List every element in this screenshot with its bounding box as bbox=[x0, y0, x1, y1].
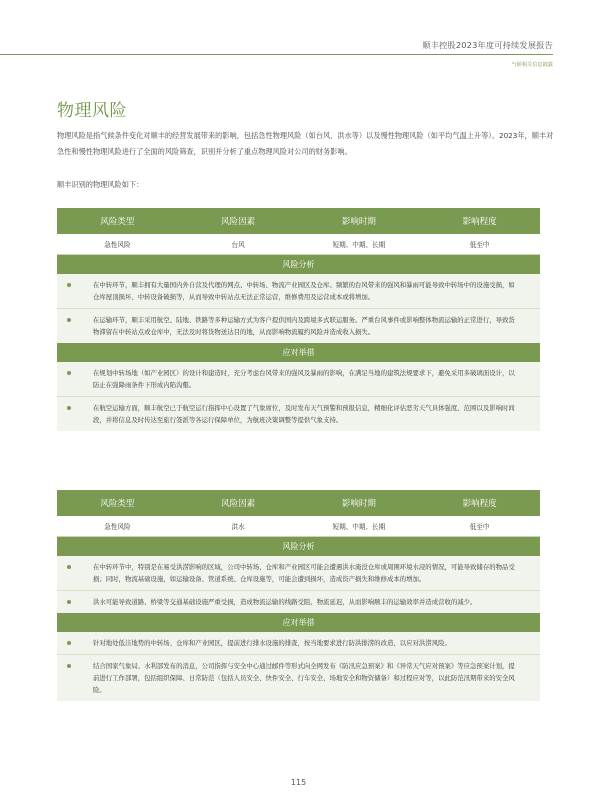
table-cell: 低至中 bbox=[469, 523, 490, 531]
risk-table-typhoon bbox=[57, 208, 540, 431]
table-cell: 短期、中期、长期 bbox=[332, 523, 386, 531]
column-header: 影响程度 bbox=[462, 499, 497, 509]
analysis-heading: 风险分析 bbox=[57, 255, 540, 274]
bullet-icon bbox=[67, 664, 71, 668]
column-header: 影响程度 bbox=[462, 217, 497, 227]
report-title: 顺丰控股2023年度可持续发展报告 bbox=[422, 40, 553, 50]
bullet-icon bbox=[67, 565, 71, 569]
measures-list bbox=[57, 632, 540, 701]
table-cell: 急性风险 bbox=[104, 523, 131, 531]
table-cell: 洪水 bbox=[231, 523, 245, 531]
page-title: 物理风险 bbox=[57, 101, 127, 121]
list-item: 在中转环节，顺丰拥有大量国内外自营及代理的网点、中转场、物流产业园区及仓库。频繁的台风带来的强风和暴雨可能导致中转场中的设施受损，如仓库屋顶损坏、中转设备破损等，从而导致中转站点无法正常运营，维修费用及运营成本或将增加。 bbox=[57, 274, 540, 309]
table-cell: 台风 bbox=[231, 241, 245, 249]
list-item: 在中转环节中，特别是在易受洪涝影响的区域，公司中转场、仓库和产业园区可能会遭遇洪水淹没仓库或周围环境水浸的情况，可能导致储存的物品受损；同时，物流基础设施，如运输设备、管道系统、仓库设施等，可能会遭到损坏，造成资产损失和维修成本的增加。 bbox=[57, 556, 540, 591]
lead-text: 顺丰识别的物理风险如下： bbox=[57, 180, 144, 189]
column-header: 影响时期 bbox=[341, 217, 376, 227]
bullet-icon bbox=[67, 641, 71, 645]
bullet-icon bbox=[67, 318, 71, 322]
bullet-icon bbox=[67, 371, 71, 375]
analysis-heading: 风险分析 bbox=[57, 537, 540, 556]
section-label: 气候相关信息披露 bbox=[511, 62, 553, 68]
bullet-icon bbox=[67, 283, 71, 287]
analysis-list bbox=[57, 556, 540, 613]
intro-paragraph: 物理风险是指气候条件变化对顺丰的经营发展带来的影响，包括急性物理风险（如台风、洪水等）以及慢性物理风险（如平均气温上升等）。2023年，顺丰对急性和慢性物理风险进行了全面的风险筛查，识别并分析了重点物理风险对公司的财务影响。 bbox=[57, 131, 554, 156]
list-item: 洪水可能导致道路、桥梁等交通基础设施严重受损，造成物流运输的线路受阻、物流延迟，从而影响顺丰的运输效率并造成营收的减少。 bbox=[57, 591, 540, 613]
table-header bbox=[57, 490, 540, 516]
header-divider bbox=[0, 54, 553, 55]
measures-heading: 应对举措 bbox=[57, 613, 540, 632]
table-cell: 短期、中期、长期 bbox=[332, 241, 386, 249]
column-header: 风险类型 bbox=[100, 499, 135, 509]
column-header: 风险因素 bbox=[221, 217, 256, 227]
list-item: 在运输环节，顺丰采用航空、陆地、铁路等多种运输方式为客户提供国内及跨境多式联运服务。严重台风事件或影响整体物流运输的正常进行，导致货物滞留在中转站点或仓库中，无法及时将货物送达目的地，从而影响物流履约风险并造成收入损失。 bbox=[57, 309, 540, 343]
table-cell: 低至中 bbox=[469, 241, 490, 249]
measures-list bbox=[57, 362, 540, 431]
table-cell: 急性风险 bbox=[104, 241, 131, 249]
list-item: 在规划中转场地（如产业园区）的设计和建造时，充分考虑台风带来的强风及暴雨的影响，在满足当地的建筑法规要求下，避免采用多破璃面设计，以防止在强降雨条件下形成内陷沟壑。 bbox=[57, 362, 540, 397]
column-header: 风险因素 bbox=[221, 499, 256, 509]
table-header bbox=[57, 208, 540, 234]
risk-table-flood bbox=[57, 490, 540, 701]
list-item: 结合国家气象局、水利部发布的消息，公司指挥与安全中心通过邮件等形式向全网发布《防汛应急预案》和《异常天气应对预案》等应急预案计划，提前进行工作部署，包括组织保障、日常防范（包括人员安全、快件安全、行车安全、场地安全和物资储备）和过程应对等，以此防范汛期带来的安全风险。 bbox=[57, 655, 540, 701]
table-row bbox=[57, 516, 540, 537]
column-header: 风险类型 bbox=[100, 217, 135, 227]
analysis-list bbox=[57, 274, 540, 343]
bullet-icon bbox=[67, 406, 71, 410]
measures-heading: 应对举措 bbox=[57, 343, 540, 362]
bullet-icon bbox=[67, 600, 71, 604]
list-item: 针对地处低洼地势的中转场、仓库和产业园区，提前进行排水设施的排查，按当地要求进行防洪排涝的改造，以应对洪涝风险。 bbox=[57, 632, 540, 655]
column-header: 影响时期 bbox=[341, 499, 376, 509]
list-item: 在航空运输方面，顺丰航空已于航空运行指挥中心设置了气象席位，及时发布天气预警和预报信息，精细化评估恶劣天气具体强度、范围以及影响时间段，并将信息及时传达至旅行签派等各运行保障单位，为航班决策调整等提供气象支持。 bbox=[57, 397, 540, 431]
page-number: 115 bbox=[290, 778, 307, 787]
table-row bbox=[57, 234, 540, 255]
